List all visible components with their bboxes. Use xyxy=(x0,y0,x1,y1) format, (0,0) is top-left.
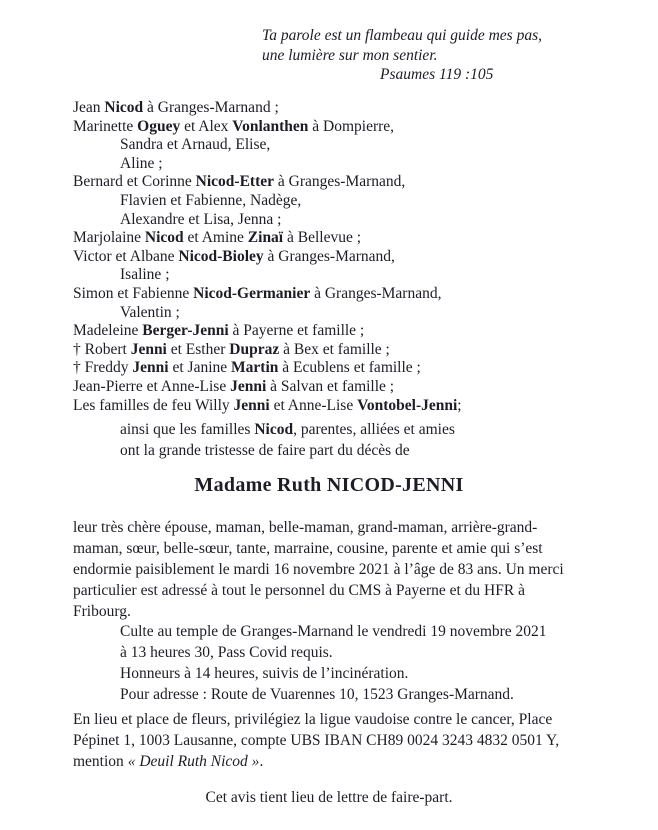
family-surname: Martin xyxy=(231,359,279,377)
text-segment: Sandra et Arnaud, Elise, xyxy=(120,136,271,154)
obituary-line xyxy=(73,559,564,580)
family-line xyxy=(73,248,462,267)
family-surname: Vonlanthen xyxy=(232,117,309,135)
family-surname: Nicod xyxy=(104,99,144,116)
text-segment: Simon et Fabienne xyxy=(73,284,194,302)
text-segment: à Salvan et famille ; xyxy=(266,377,395,395)
text-segment: ; xyxy=(457,396,462,414)
epigraph-line-2: une lumière sur mon sentier. xyxy=(262,46,438,64)
family-line xyxy=(73,211,462,230)
text-segment: à 13 heures 30, Pass Covid requis. xyxy=(120,644,333,661)
family-surname: Dupraz xyxy=(229,340,280,358)
text-segment: Jean-Pierre et Anne-Lise xyxy=(73,377,231,395)
closing-note: Cet avis tient lieu de lettre de faire-part. xyxy=(205,789,453,806)
family-surname: Nicod-Etter xyxy=(195,173,275,191)
text-segment: Marinette xyxy=(73,117,138,135)
text-segment: Pépinet 1, 1003 Lausanne, compte UBS IBAN CH89 0024 3243 4832 0501 Y, xyxy=(73,732,560,749)
text-segment: mention xyxy=(73,753,128,770)
family-surname: Vontobel-Jenni xyxy=(357,396,458,414)
text-segment: Aline ; xyxy=(120,154,163,172)
text-segment: leur très chère épouse, maman, belle-maman, grand-maman, arrière-grand- xyxy=(73,519,538,536)
ceremony-line xyxy=(120,663,547,684)
family-line xyxy=(73,155,462,174)
family-line xyxy=(73,304,462,323)
obituary-line xyxy=(73,538,564,559)
donation-line xyxy=(73,730,559,751)
family-line xyxy=(73,397,462,416)
text-segment: Fribourg. xyxy=(73,603,131,620)
family-surname: Jenni xyxy=(233,396,270,414)
family-line xyxy=(73,173,462,192)
family-surname: Nicod xyxy=(144,229,184,247)
text-segment: ont la grande tristesse de faire part du décès de xyxy=(120,441,410,459)
donation-line xyxy=(73,751,559,772)
donation-line xyxy=(73,709,559,730)
text-segment: . xyxy=(259,753,264,770)
family-surname: Zinaï xyxy=(247,229,284,247)
text-segment: Marjolaine xyxy=(73,229,145,247)
text-segment: † Freddy xyxy=(73,359,133,377)
intro-line xyxy=(120,441,455,462)
text-segment: Victor et Albane xyxy=(73,247,179,265)
family-surname: Jenni xyxy=(130,340,167,358)
family-surname: Nicod-Germanier xyxy=(193,284,311,302)
family-line xyxy=(73,99,462,118)
intro-block xyxy=(120,420,455,461)
family-surname: Berger-Jenni xyxy=(142,322,229,340)
epigraph-line-1: Ta parole est un flambeau qui guide mes pas, xyxy=(262,27,542,44)
deceased-name-title: Madame Ruth NICOD-JENNI xyxy=(194,474,464,496)
text-segment: Valentin ; xyxy=(120,303,180,321)
epigraph-attribution: Psaumes 119 :105 xyxy=(380,66,494,83)
donation-paragraph xyxy=(73,709,559,772)
text-segment: et Amine xyxy=(183,229,248,247)
ceremony-line xyxy=(120,621,547,642)
text-segment: à Granges-Marnand, xyxy=(263,247,395,265)
text-segment: particulier est adressé à tout le personnel du CMS à Payerne et du HFR à xyxy=(73,582,525,599)
text-segment: Alexandre et Lisa, Jenna ; xyxy=(120,210,282,228)
text-segment: endormie paisiblement le mardi 16 novembre 2021 à l’âge de 83 ans. Un merci xyxy=(73,561,564,578)
family-surname: Jenni xyxy=(230,377,267,395)
italic-segment: « Deuil Ruth Nicod » xyxy=(127,753,260,770)
text-segment: à Payerne et famille ; xyxy=(228,322,365,340)
text-segment: à Bellevue ; xyxy=(283,229,362,247)
family-line xyxy=(73,378,462,397)
text-segment: et Janine xyxy=(168,359,232,377)
family-line xyxy=(73,136,462,155)
family-line xyxy=(73,285,462,304)
intro-line xyxy=(120,420,455,441)
family-surname: Oguey xyxy=(137,117,181,135)
text-segment: à Granges-Marnand, xyxy=(310,284,442,302)
text-segment: Jean xyxy=(73,99,105,116)
text-segment: † Robert xyxy=(73,340,131,358)
text-segment: En lieu et place de fleurs, privilégiez la ligue vaudoise contre le cancer, Place xyxy=(73,711,553,728)
text-segment: Flavien et Fabienne, Nadège, xyxy=(120,191,302,209)
family-line xyxy=(73,359,462,378)
family-line xyxy=(73,341,462,360)
text-segment: à Granges-Marnand ; xyxy=(143,99,279,116)
family-surname: Jenni xyxy=(132,359,169,377)
text-segment: Madeleine xyxy=(73,322,143,340)
text-segment: , parentes, alliées et amies xyxy=(293,421,455,438)
text-segment: Culte au temple de Granges-Marnand le vendredi 19 novembre 2021 xyxy=(120,623,547,640)
ceremony-line xyxy=(120,684,547,705)
obituary-line xyxy=(73,580,564,601)
obituary-paragraph xyxy=(73,517,564,622)
family-line xyxy=(73,192,462,211)
family-list xyxy=(73,99,462,415)
obituary-line xyxy=(73,601,564,622)
text-segment: et Esther xyxy=(166,340,230,358)
text-segment: Les familles de feu Willy xyxy=(73,396,234,414)
text-segment: Pour adresse : Route de Vuarennes 10, 1523 Granges-Marnand. xyxy=(120,686,514,703)
family-line xyxy=(73,229,462,248)
text-segment: Bernard et Corinne xyxy=(73,173,196,191)
text-segment: ainsi que les familles xyxy=(120,421,255,438)
text-segment: maman, sœur, belle-sœur, tante, marraine, cousine, parente et amie qui s’est xyxy=(73,540,543,557)
text-segment: à Dompierre, xyxy=(308,117,395,135)
ceremony-line xyxy=(120,642,547,663)
epigraph xyxy=(262,26,542,85)
text-segment: à Granges-Marnand, xyxy=(274,173,406,191)
text-segment: Isaline ; xyxy=(120,266,170,284)
obituary-line xyxy=(73,517,564,538)
family-surname: Nicod-Bioley xyxy=(178,247,264,265)
family-surname: Nicod xyxy=(254,421,294,438)
text-segment: et Anne-Lise xyxy=(269,396,358,414)
text-segment: Honneurs à 14 heures, suivis de l’incinération. xyxy=(120,665,409,682)
text-segment: à Ecublens et famille ; xyxy=(278,359,421,377)
ceremony-details xyxy=(120,621,547,705)
family-line xyxy=(73,322,462,341)
text-segment: à Bex et famille ; xyxy=(279,340,390,358)
family-line xyxy=(73,266,462,285)
text-segment: et Alex xyxy=(180,117,233,135)
family-line xyxy=(73,118,462,137)
